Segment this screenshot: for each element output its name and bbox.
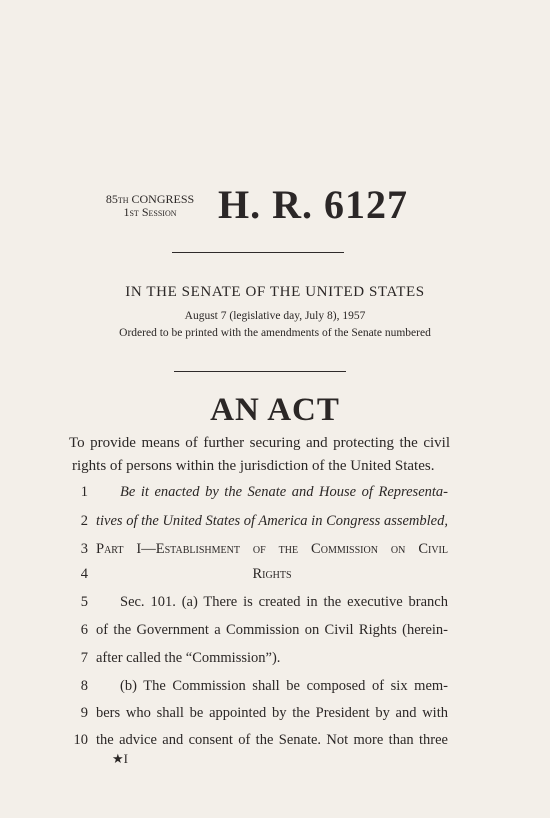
line-text: (b) The Commission shall be composed of six mem- [120, 678, 448, 694]
bill-number: H. R. 6127 [218, 182, 408, 227]
divider-top [172, 252, 344, 253]
text-line [0, 702, 550, 724]
line-text: after called the “Commission”). [96, 650, 281, 666]
text-line [0, 563, 550, 585]
print-mark: ★I [112, 751, 128, 766]
act-purpose [69, 432, 450, 478]
congress-label: 85th CONGRESS [105, 192, 195, 206]
text-line [0, 729, 550, 751]
line-text: of the Government a Commission on Civil Rights (herein- [96, 622, 448, 638]
line-text: Rights [252, 566, 292, 582]
date-line: August 7 (legislative day, July 8), 1957 [184, 310, 366, 322]
line-text: Part I—Establishment of the Commission on Civil [96, 541, 448, 557]
ordered-line: Ordered to be printed with the amendments of the Senate numbered [119, 327, 431, 339]
senate-title: IN THE SENATE OF THE UNITED STATES [125, 284, 425, 300]
text-line [0, 510, 550, 532]
purpose-line-1: To provide means of further securing and protecting the civil [69, 435, 450, 451]
line-number: 8 [80, 678, 88, 694]
line-text: tives of the United States of America in Congress assembled, [96, 513, 448, 529]
line-number: 7 [80, 650, 88, 666]
text-line [0, 481, 550, 503]
line-number: 6 [80, 622, 88, 638]
line-text: Be it enacted by the Senate and House of Representa- [120, 484, 448, 500]
act-heading: AN ACT [210, 392, 340, 428]
line-number: 3 [80, 541, 88, 557]
bill-header [50, 183, 510, 233]
line-number: 4 [80, 566, 88, 582]
purpose-line-2: rights of persons within the jurisdiction of the United States. [72, 458, 435, 474]
text-line [0, 647, 550, 669]
line-text: bers who shall be appointed by the President by and with [96, 705, 448, 721]
line-number: 1 [80, 484, 88, 500]
divider-bottom [174, 371, 346, 372]
line-number: 9 [80, 705, 88, 721]
text-line [0, 538, 550, 560]
line-number: 5 [80, 594, 88, 610]
line-text: the advice and consent of the Senate. Not more than three [96, 732, 448, 748]
congress-session-block [88, 193, 212, 219]
text-line [0, 675, 550, 697]
line-number: 2 [80, 513, 88, 529]
text-line [0, 591, 550, 613]
line-text: Sec. 101. (a) There is created in the executive branch [120, 594, 448, 610]
line-number: 10 [73, 732, 88, 748]
session-label: 1st Session [123, 205, 177, 219]
text-line [0, 619, 550, 641]
